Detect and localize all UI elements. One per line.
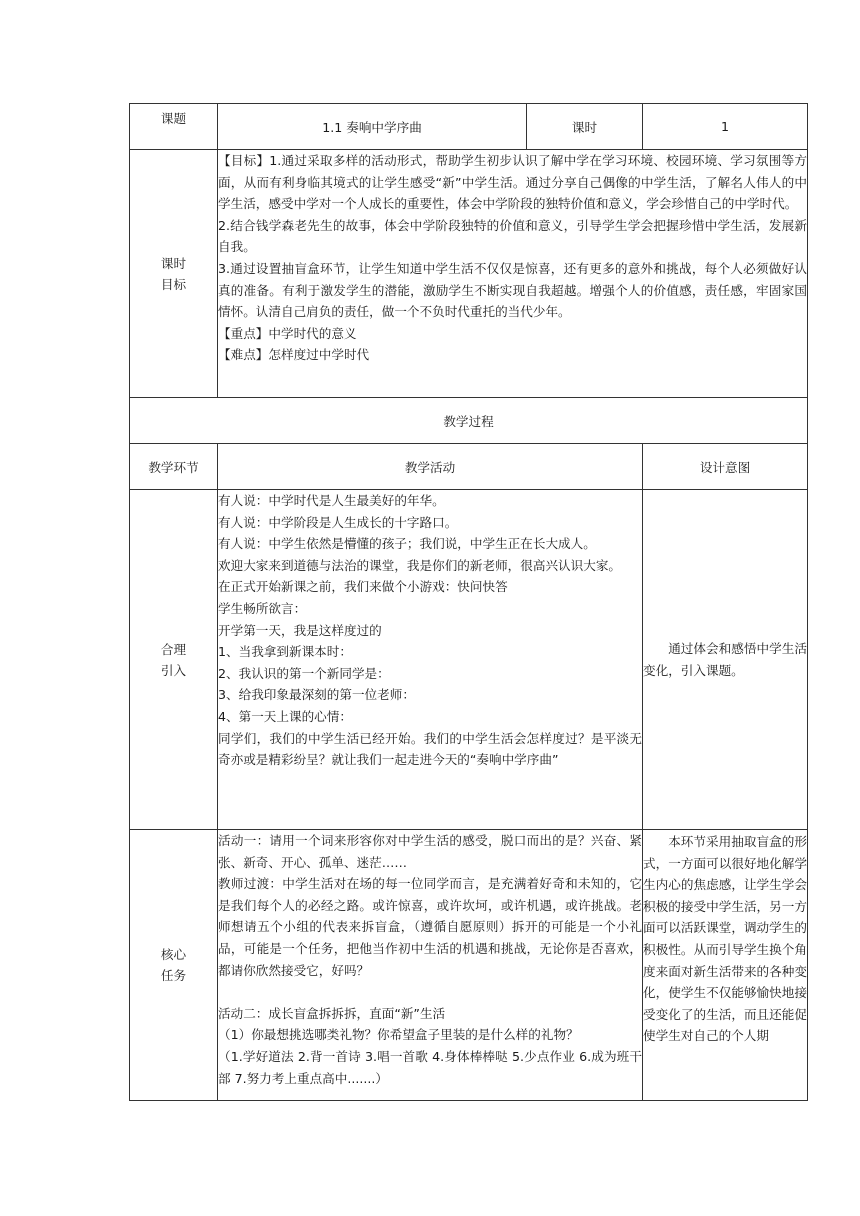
intro-activity bbox=[218, 490, 643, 830]
core-line: 活动二：成长盲盒拆拆拆，直面“新”生活 bbox=[218, 1005, 446, 1021]
core-line: （1）你最想挑选哪类礼物？你希望盒子里装的是什么样的礼物？ bbox=[218, 1027, 579, 1043]
core-label-line1: 核心 bbox=[160, 947, 187, 962]
objectives-label bbox=[130, 150, 218, 398]
intro-line: 在正式开始新课之前，我们来做个小游戏：快问快答 bbox=[218, 579, 508, 595]
process-header-row bbox=[130, 444, 808, 490]
core-activity bbox=[218, 830, 643, 1101]
core-line: 活动一：请用一个词来形容你对中学生活的感受，脱口而出的是？兴奋、紧张、新奇、开心、孤单、迷茫…… bbox=[218, 833, 642, 870]
core-line: （1.学好道法 2.背一首诗 3.唱一首歌 4.身体棒棒哒 5.少点作业 6.成为班干部 7.努力考上重点高中.......） bbox=[218, 1048, 642, 1086]
objectives-label-line1: 课时 bbox=[160, 255, 187, 271]
core-label-line2: 任务 bbox=[160, 968, 187, 983]
intro-line: 4、第一天上课的心情： bbox=[218, 708, 352, 724]
intro-line: 有人说：中学时代是人生最美好的年华。 bbox=[218, 493, 445, 508]
core-intent: 本环节采用抽取盲盒的形式，一方面可以很好地化解学生内心的焦虑感，让学生学会积极的接受中学生活，另一方面可以活跃课堂，调动学生的积极性。从而引导学生换个角度来面对新生活带来的各种变化，使学生不仅能够愉快地接受变化了的生活，而且还能促使学生对自己的个人期 bbox=[643, 830, 808, 1101]
intro-label-line1: 合理 bbox=[160, 641, 187, 657]
process-title: 教学过程 bbox=[130, 398, 808, 444]
col-stage-header: 教学环节 bbox=[130, 444, 218, 490]
objectives-row bbox=[130, 150, 808, 398]
objective-goal-2: 2.结合钱学森老先生的故事，体会中学阶段独特的价值和意义，引导学生学会把握珍惜中学生活，发展新自我。 bbox=[218, 217, 807, 255]
process-title-row bbox=[130, 398, 808, 444]
hours-value: 1 bbox=[643, 104, 808, 150]
objectives-content bbox=[218, 150, 808, 398]
objective-key-point: 【重点】中学时代的意义 bbox=[218, 325, 357, 341]
topic-row bbox=[130, 104, 808, 150]
topic-value: 1.1 奏响中学序曲 bbox=[218, 104, 527, 150]
intro-line: 欢迎大家来到道德与法治的课堂，我是你们的新老师，很高兴认识大家。 bbox=[218, 557, 621, 573]
intro-line: 有人说：中学生依然是懵懂的孩子；我们说，中学生正在长大成人。 bbox=[218, 536, 596, 552]
intro-line: 开学第一天，我是这样度过的 bbox=[218, 622, 382, 638]
topic-label: 课题 bbox=[130, 104, 218, 150]
col-activity-header: 教学活动 bbox=[218, 444, 643, 490]
intro-line: 2、我认识的第一个新同学是： bbox=[218, 665, 390, 681]
core-row bbox=[130, 830, 808, 1101]
core-label bbox=[130, 830, 218, 1101]
intro-intent: 通过体会和感悟中学生活变化，引入课题。 bbox=[643, 490, 808, 830]
intro-line: 学生畅所欲言： bbox=[218, 600, 307, 616]
objective-difficulty: 【难点】怎样度过中学时代 bbox=[218, 347, 370, 363]
intro-line: 有人说：中学阶段是人生成长的十字路口。 bbox=[218, 514, 458, 530]
core-line: 教师过渡：中学生活对在场的每一位同学而言，是充满着好奇和未知的，它是我们每个人的必经之路。或许惊喜，或许坎坷，或许机遇，或许挑战。老师想请五个小组的代表来拆盲盒，（遵循自愿原则）拆开的可能是一个小礼品，可能是一个任务，把他当作初中生活的机遇和挑战，无论你是否喜欢，都请你欣然接受它，好吗？ bbox=[218, 876, 642, 978]
objectives-label-line2: 目标 bbox=[160, 276, 187, 292]
col-intent-header: 设计意图 bbox=[643, 444, 808, 490]
intro-row bbox=[130, 490, 808, 830]
intro-line: 同学们，我们的中学生活已经开始。我们的中学生活会怎样度过？是平淡无奇亦或是精彩纷呈？就让我们一起走进今天的“奏响中学序曲” bbox=[218, 730, 642, 768]
objective-goal-1: 【目标】1.通过采取多样的活动形式，帮助学生初步认识了解中学在学习环境、校园环境、学习氛围等方面，从而有利身临其境式的让学生感受“新”中学生活。通过分享自己偶像的中学生活，了解名人伟人的中学生活，感受中学对一个人成长的重要性，体会中学阶段的独特价值和意义，学会珍惜自己的中学时代。 bbox=[218, 153, 807, 212]
intro-line: 1、当我拿到新课本时： bbox=[218, 644, 352, 660]
intro-line: 3、给我印象最深刻的第一位老师： bbox=[218, 687, 415, 703]
lesson-plan-table bbox=[129, 103, 808, 1101]
core-line bbox=[218, 981, 642, 1003]
intro-label bbox=[130, 490, 218, 830]
hours-label: 课时 bbox=[527, 104, 643, 150]
intro-label-line2: 引入 bbox=[160, 662, 187, 678]
objective-goal-3: 3.通过设置抽盲盒环节，让学生知道中学生活不仅仅是惊喜，还有更多的意外和挑战，每个人必须做好认真的准备。有利于激发学生的潜能，激励学生不断实现自我超越。增强个人的价值感，责任感，牢固家国情怀。认清自己肩负的责任，做一个不负时代重托的当代少年。 bbox=[218, 260, 807, 320]
